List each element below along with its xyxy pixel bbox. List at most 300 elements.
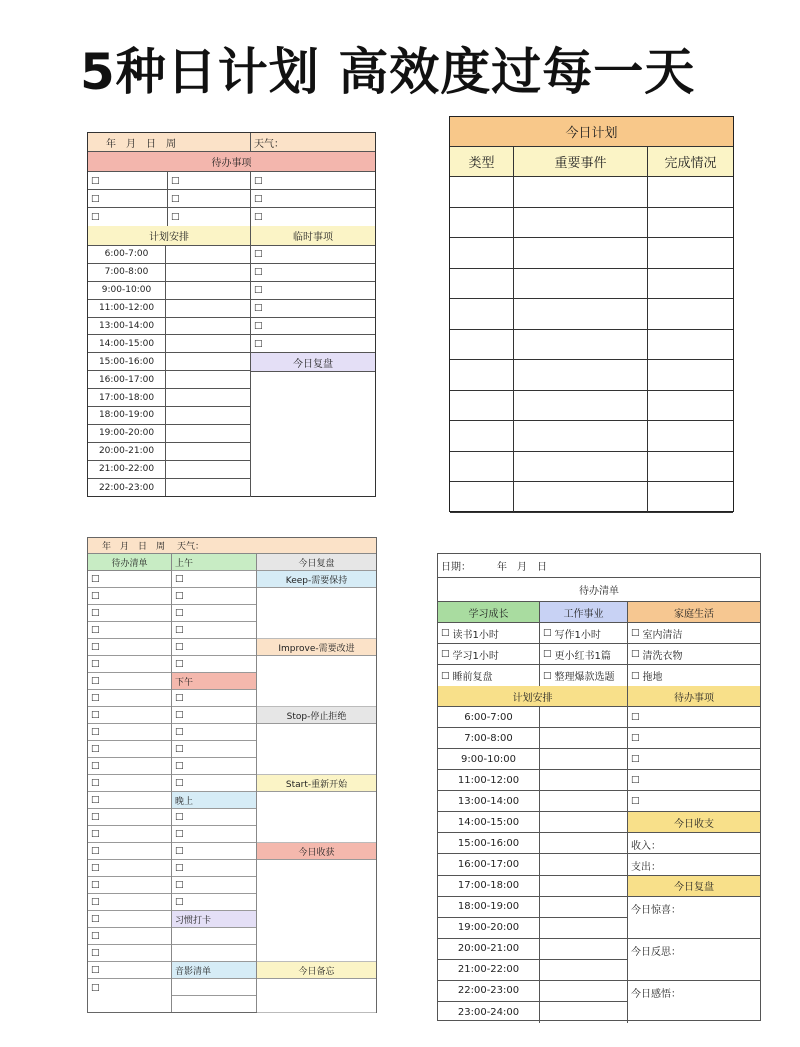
- plan4-time-label: 6:00-7:00: [438, 707, 540, 727]
- plan4-insight-row[interactable]: [628, 981, 760, 1023]
- plan2-status-cell[interactable]: [648, 452, 733, 482]
- checkbox-icon[interactable]: □: [175, 778, 184, 788]
- plan3-todo-cell[interactable]: [88, 656, 171, 672]
- plan2-status-cell[interactable]: [648, 238, 733, 268]
- checkbox-icon[interactable]: □: [91, 676, 100, 686]
- plan3-todo-cell[interactable]: [88, 809, 171, 825]
- checkbox-icon[interactable]: □: [91, 212, 100, 222]
- plan1-temp-cell[interactable]: [251, 264, 375, 281]
- plan2-status-cell[interactable]: [648, 177, 733, 207]
- plan1-time-label: 16:00-17:00: [88, 371, 166, 388]
- plan4-item-cell[interactable]: [628, 644, 760, 664]
- plan2-event-cell[interactable]: [514, 238, 648, 268]
- plan1-temp-row: [251, 264, 375, 282]
- plan3-day-row: [172, 877, 256, 894]
- plan2-event-cell[interactable]: [514, 269, 648, 299]
- plan4-time-slot[interactable]: [540, 897, 627, 917]
- checkbox-icon[interactable]: □: [441, 649, 450, 659]
- plan3-review-area[interactable]: [257, 979, 376, 1013]
- plan2-type-cell[interactable]: [450, 177, 514, 207]
- checkbox-icon[interactable]: □: [91, 608, 100, 618]
- checkbox-icon[interactable]: □: [171, 193, 180, 204]
- plan1-time-row: [88, 479, 250, 497]
- plan1-todo-cell[interactable]: [168, 190, 251, 207]
- plan4-cat-family: 家庭生活: [628, 602, 760, 622]
- plan3-day-cell[interactable]: [172, 894, 256, 910]
- checkbox-icon[interactable]: □: [254, 321, 263, 331]
- plan1-todo-title: 待办事项: [88, 152, 375, 171]
- plan1-time-slot[interactable]: [166, 479, 250, 497]
- plan3-todo-cell[interactable]: [88, 724, 171, 740]
- checkbox-icon[interactable]: □: [91, 846, 100, 856]
- plan3-review-label: 今日收获: [257, 843, 376, 859]
- plan1-todo-cell[interactable]: [88, 172, 168, 189]
- plan3-day-cell[interactable]: [172, 741, 256, 757]
- plan3-day-cell[interactable]: [172, 707, 256, 723]
- plan1-temp-row: [251, 318, 375, 336]
- plan3-day-row: [172, 758, 256, 775]
- checkbox-icon[interactable]: □: [91, 175, 100, 186]
- plan3-todo-cell[interactable]: [88, 928, 171, 944]
- plan3-day-cell[interactable]: [172, 843, 256, 859]
- plan3-day-cell[interactable]: [172, 605, 256, 621]
- plan1-todo-cell[interactable]: [88, 208, 168, 226]
- plan2-row: [450, 269, 733, 300]
- plan3-review-label: 今日备忘: [257, 962, 376, 978]
- checkbox-icon[interactable]: □: [254, 303, 263, 314]
- plan3-todo-cell[interactable]: [88, 826, 171, 842]
- plan3-todo-cell[interactable]: [88, 843, 171, 859]
- plan3-todo-cell[interactable]: [88, 690, 171, 706]
- plan3-todo-row: [88, 758, 171, 775]
- plan4-reflect-row-label: 今日反思：: [631, 946, 681, 958]
- plan1-temp-cell[interactable]: [251, 335, 375, 352]
- plan3-day-cell[interactable]: [172, 690, 256, 706]
- plan3-todo-cell[interactable]: [88, 605, 171, 621]
- checkbox-icon[interactable]: □: [91, 812, 100, 822]
- plan1-time-row: [88, 443, 250, 461]
- plan4-time-row: [438, 833, 627, 854]
- plan4-time-row: [438, 707, 627, 728]
- plan3-day-row: [172, 605, 256, 622]
- plan1-time-slot[interactable]: [166, 389, 250, 406]
- plan4-item-cell[interactable]: [438, 623, 540, 643]
- plan3-day-cell[interactable]: [172, 724, 256, 740]
- plan2-type-cell[interactable]: [450, 421, 514, 451]
- plan1-time-label: 15:00-16:00: [88, 353, 166, 370]
- plan1-todo-cell[interactable]: [88, 190, 168, 207]
- plan2-event-cell[interactable]: [514, 299, 648, 329]
- plan4-time-slot[interactable]: [540, 749, 627, 769]
- plan4-todo-cell[interactable]: [628, 728, 760, 748]
- plan4-income-row[interactable]: [628, 833, 760, 854]
- plan1-todo-cell[interactable]: [251, 172, 375, 189]
- checkbox-icon[interactable]: □: [175, 744, 184, 754]
- plan1-time-label: 11:00-12:00: [88, 300, 166, 317]
- plan3-todo-cell[interactable]: [88, 758, 171, 774]
- checkbox-icon[interactable]: □: [543, 670, 552, 681]
- plan2-event-cell[interactable]: [514, 360, 648, 390]
- plan4-time-slot[interactable]: [540, 770, 627, 790]
- plan2-type-cell[interactable]: [450, 452, 514, 482]
- plan4-todo-cell[interactable]: [628, 707, 760, 727]
- plan2-row: [450, 421, 733, 452]
- plan3-todo-row: [88, 911, 171, 928]
- checkbox-icon[interactable]: □: [543, 628, 552, 638]
- plan3-todo-cell[interactable]: [88, 571, 171, 587]
- plan4-time-slot[interactable]: [540, 939, 627, 959]
- plan1-temp-cell[interactable]: [251, 246, 375, 263]
- plan4-time-slot[interactable]: [540, 791, 627, 811]
- checkbox-icon[interactable]: □: [91, 982, 100, 993]
- plan4-item-row: [438, 644, 760, 665]
- plan4-time-slot[interactable]: [540, 960, 627, 980]
- plan3-review-label: 今日复盘: [257, 554, 376, 570]
- checkbox-icon[interactable]: □: [175, 693, 184, 703]
- plan1-todo-cell[interactable]: [168, 208, 251, 226]
- plan4-income-header: [628, 812, 760, 833]
- checkbox-icon[interactable]: □: [254, 285, 263, 296]
- plan3-blank-cell[interactable]: [172, 945, 256, 961]
- plan2-status-cell[interactable]: [648, 360, 733, 390]
- plan2-status-cell[interactable]: [648, 269, 733, 299]
- checkbox-icon[interactable]: □: [91, 965, 100, 975]
- checkbox-icon[interactable]: □: [631, 796, 640, 807]
- plan4-time-label: 13:00-14:00: [438, 791, 540, 811]
- plan4-time-row: [438, 791, 627, 812]
- plan4-reflect-row[interactable]: [628, 939, 760, 981]
- plan3-day-row: [172, 673, 256, 690]
- plan1-review-area[interactable]: [251, 372, 375, 494]
- checkbox-icon[interactable]: □: [175, 880, 184, 890]
- plan3-todo-cell[interactable]: [88, 741, 171, 757]
- plan3-day-cell[interactable]: [172, 826, 256, 842]
- plan2-event-cell[interactable]: [514, 421, 648, 451]
- checkbox-icon[interactable]: □: [91, 642, 100, 652]
- checkbox-icon[interactable]: □: [175, 710, 184, 720]
- plan1-time-slot[interactable]: [166, 443, 250, 460]
- checkbox-icon[interactable]: □: [91, 778, 100, 788]
- plan3-todo-row: [88, 775, 171, 792]
- checkbox-icon[interactable]: □: [91, 727, 100, 737]
- plan3-todo-row: [88, 588, 171, 605]
- plan1-todo-cell[interactable]: [251, 208, 375, 226]
- plan3-day-row: [172, 554, 256, 571]
- plan1-time-slot[interactable]: [166, 407, 250, 424]
- plan3-review-area[interactable]: [257, 724, 376, 775]
- plan3-review-header: [257, 639, 376, 656]
- checkbox-icon[interactable]: □: [175, 846, 184, 856]
- plan3-day-cell[interactable]: [172, 639, 256, 655]
- checkbox-icon[interactable]: □: [91, 948, 100, 958]
- plan4-item-cell[interactable]: [540, 644, 628, 664]
- plan3-review-header: [257, 571, 376, 588]
- plan2-event-cell[interactable]: [514, 452, 648, 482]
- plan3-todo-cell[interactable]: [88, 639, 171, 655]
- plan4-item-row: [438, 665, 760, 686]
- plan4-item-cell[interactable]: [438, 644, 540, 664]
- plan2-event-cell[interactable]: [514, 391, 648, 421]
- plan4-time-slot[interactable]: [540, 981, 627, 1001]
- plan3-todo-cell[interactable]: [88, 622, 171, 638]
- checkbox-icon[interactable]: □: [175, 812, 184, 822]
- checkbox-icon[interactable]: □: [91, 659, 100, 669]
- checkbox-icon[interactable]: □: [91, 880, 100, 890]
- plan3-review-area[interactable]: [257, 792, 376, 843]
- checkbox-icon[interactable]: □: [171, 212, 180, 222]
- checkbox-icon[interactable]: □: [631, 712, 640, 723]
- plan1-time-slot[interactable]: [166, 353, 250, 370]
- checkbox-icon[interactable]: □: [91, 693, 100, 703]
- plan1-temp-cell[interactable]: [251, 300, 375, 317]
- plan3-day-row: [172, 911, 256, 928]
- plan4-time-slot[interactable]: [540, 833, 627, 853]
- checkbox-icon[interactable]: □: [631, 628, 640, 638]
- plan3-day-cell[interactable]: [172, 775, 256, 791]
- plan4-cat-study: 学习成长: [438, 602, 540, 622]
- plan1-time-row: [88, 335, 250, 353]
- plan1-time-slot[interactable]: [166, 371, 250, 388]
- plan4-time-slot[interactable]: [540, 854, 627, 874]
- plan2-status-cell[interactable]: [648, 421, 733, 451]
- plan3-todo-cell[interactable]: [88, 588, 171, 604]
- plan1-time-slot[interactable]: [166, 335, 250, 352]
- checkbox-icon[interactable]: □: [91, 795, 100, 805]
- plan2-col-status: 完成情况: [648, 147, 733, 176]
- checkbox-icon[interactable]: □: [543, 649, 552, 659]
- plan1-todo-row: [88, 208, 375, 226]
- plan1-time-slot[interactable]: [166, 264, 250, 281]
- plan4-todo-cell[interactable]: [628, 770, 760, 790]
- plan1-time-row: [88, 264, 250, 282]
- plan2-event-cell[interactable]: [514, 330, 648, 360]
- plan3-todo-list-title: 待办清单: [88, 554, 171, 570]
- plan3-review-area[interactable]: [257, 656, 376, 707]
- plan3-day-cell[interactable]: [172, 809, 256, 825]
- plan3-todo-cell[interactable]: [88, 911, 171, 927]
- plan3-day-cell[interactable]: [172, 656, 256, 672]
- plan3-todo-cell[interactable]: [88, 894, 171, 910]
- plan3-day-cell[interactable]: [172, 622, 256, 638]
- checkbox-icon[interactable]: □: [175, 727, 184, 737]
- plan3-day-row: [172, 945, 256, 962]
- plan2-type-cell[interactable]: [450, 330, 514, 360]
- checkbox-icon[interactable]: □: [254, 338, 263, 349]
- checkbox-icon[interactable]: □: [91, 710, 100, 720]
- plan4-item-label: 学习1小时: [452, 650, 499, 662]
- plan2-col-event: 重要事件: [514, 147, 648, 176]
- plan3-blank-cell[interactable]: [172, 979, 256, 995]
- plan4-todo-cell[interactable]: [628, 791, 760, 811]
- plan4-item-label: 睡前复盘: [452, 672, 493, 683]
- plan3-day-cell[interactable]: [172, 877, 256, 893]
- plan4-time-label: 9:00-10:00: [438, 749, 540, 769]
- page-title: 5种日计划 高效度过每一天: [80, 43, 696, 101]
- checkbox-icon[interactable]: □: [254, 267, 263, 278]
- checkbox-icon[interactable]: □: [91, 897, 100, 907]
- checkbox-icon[interactable]: □: [91, 863, 100, 873]
- plan2-event-cell[interactable]: [514, 482, 648, 512]
- plan1-time-label: 9:00-10:00: [88, 282, 166, 299]
- plan1-todo-cell[interactable]: [168, 172, 251, 189]
- checkbox-icon[interactable]: □: [631, 670, 640, 681]
- plan1-time-slot[interactable]: [166, 300, 250, 317]
- checkbox-icon[interactable]: □: [175, 829, 184, 839]
- checkbox-icon[interactable]: □: [175, 591, 184, 601]
- plan3-review-area[interactable]: [257, 860, 376, 962]
- plan4-expense-row[interactable]: [628, 854, 760, 875]
- checkbox-icon[interactable]: □: [631, 649, 640, 659]
- plan1-temp-row: [251, 300, 375, 318]
- checkbox-icon[interactable]: □: [441, 670, 450, 681]
- plan3-day-cell[interactable]: [172, 860, 256, 876]
- plan2-row: [450, 299, 733, 330]
- plan4-review-header-label: 今日复盘: [628, 876, 760, 896]
- plan3-day-row: [172, 843, 256, 860]
- checkbox-icon[interactable]: □: [254, 249, 263, 260]
- plan4-time-slot[interactable]: [540, 728, 627, 748]
- checkbox-icon[interactable]: □: [91, 744, 100, 754]
- plan3-todo-cell[interactable]: [88, 673, 171, 689]
- plan3-day-row: [172, 928, 256, 945]
- checkbox-icon[interactable]: □: [175, 625, 184, 635]
- plan4-time-slot[interactable]: [540, 876, 627, 896]
- plan4-item-cell[interactable]: [628, 665, 760, 686]
- plan3-day-cell[interactable]: [172, 588, 256, 604]
- checkbox-icon[interactable]: □: [631, 754, 640, 765]
- plan1-temp-cell[interactable]: [251, 318, 375, 335]
- plan1-time-label: 6:00-7:00: [88, 246, 166, 263]
- plan3-todo-cell[interactable]: [88, 775, 171, 791]
- plan4-time-row: [438, 918, 627, 939]
- plan2-type-cell[interactable]: [450, 299, 514, 329]
- plan2-status-cell[interactable]: [648, 482, 733, 512]
- plan4-item-cell[interactable]: [438, 665, 540, 686]
- plan2-event-cell[interactable]: [514, 208, 648, 238]
- plan4-joy-row[interactable]: [628, 897, 760, 939]
- plan3-blank-cell[interactable]: [172, 996, 256, 1013]
- plan3-day-row: [172, 979, 256, 996]
- plan4-time-row: [438, 960, 627, 981]
- plan1-todo-cell[interactable]: [251, 190, 375, 207]
- plan3-todo-cell[interactable]: [88, 707, 171, 723]
- plan3-review-area[interactable]: [257, 588, 376, 639]
- plan4-time-label: 21:00-22:00: [438, 960, 540, 980]
- checkbox-icon[interactable]: □: [91, 914, 100, 924]
- plan3-day-cell[interactable]: [172, 571, 256, 587]
- plan2-type-cell[interactable]: [450, 238, 514, 268]
- plan1-temp-cell[interactable]: [251, 282, 375, 299]
- plan3-todo-cell[interactable]: [88, 945, 171, 961]
- checkbox-icon[interactable]: □: [91, 574, 100, 584]
- plan4-time-slot[interactable]: [540, 1002, 627, 1023]
- plan2-row: [450, 177, 733, 208]
- checkbox-icon[interactable]: □: [175, 897, 184, 907]
- checkbox-icon[interactable]: □: [91, 761, 100, 771]
- plan1-time-slot[interactable]: [166, 318, 250, 335]
- plan2-status-cell[interactable]: [648, 391, 733, 421]
- plan1-time-slot[interactable]: [166, 425, 250, 442]
- plan2-type-cell[interactable]: [450, 208, 514, 238]
- plan1-time-slot[interactable]: [166, 246, 250, 263]
- plan4-time-label: 17:00-18:00: [438, 876, 540, 896]
- plan3-day-row: [172, 962, 256, 979]
- checkbox-icon[interactable]: □: [175, 574, 184, 584]
- checkbox-icon[interactable]: □: [91, 591, 100, 601]
- plan3-review-header: [257, 554, 376, 571]
- plan1-todo-row: [88, 172, 375, 190]
- checkbox-icon[interactable]: □: [91, 625, 100, 635]
- checkbox-icon[interactable]: □: [175, 608, 184, 618]
- plan2-type-cell[interactable]: [450, 482, 514, 512]
- checkbox-icon[interactable]: □: [441, 628, 450, 638]
- plan4-time-slot[interactable]: [540, 707, 627, 727]
- plan2-status-cell[interactable]: [648, 208, 733, 238]
- plan3-day-cell[interactable]: [172, 758, 256, 774]
- plan1-temp-title: 临时事项: [251, 226, 375, 245]
- checkbox-icon[interactable]: □: [254, 212, 263, 222]
- plan4-item-cell[interactable]: [540, 665, 628, 686]
- checkbox-icon[interactable]: □: [175, 863, 184, 873]
- checkbox-icon[interactable]: □: [254, 193, 263, 204]
- checkbox-icon[interactable]: □: [254, 175, 263, 186]
- plan4-todo-cell[interactable]: [628, 749, 760, 769]
- checkbox-icon[interactable]: □: [91, 829, 100, 839]
- plan2-status-cell[interactable]: [648, 330, 733, 360]
- plan3-todo-cell[interactable]: [88, 962, 171, 978]
- plan3-todo-cell[interactable]: [88, 860, 171, 876]
- plan2-status-cell[interactable]: [648, 299, 733, 329]
- plan3-day-row: [172, 741, 256, 758]
- plan4-item-cell[interactable]: [628, 623, 760, 643]
- plan3-todo-cell[interactable]: [88, 792, 171, 808]
- plan1-time-slot[interactable]: [166, 461, 250, 478]
- plan4-todo-row: [628, 749, 760, 770]
- plan4-time-slot[interactable]: [540, 918, 627, 938]
- plan2-type-cell[interactable]: [450, 360, 514, 390]
- plan2-type-cell[interactable]: [450, 269, 514, 299]
- plan4-schedule-title: 计划安排: [438, 686, 628, 706]
- plan3-todo-cell[interactable]: [88, 979, 171, 996]
- checkbox-icon[interactable]: □: [175, 659, 184, 669]
- checkbox-icon[interactable]: □: [91, 931, 100, 941]
- plan3-date: 年 月 日 周: [102, 542, 166, 552]
- plan1-time-label: 19:00-20:00: [88, 425, 166, 442]
- plan4-item-label: 清洗衣物: [642, 650, 683, 662]
- plan2-event-cell[interactable]: [514, 177, 648, 207]
- plan3-todo-row: [88, 656, 171, 673]
- checkbox-icon[interactable]: □: [175, 642, 184, 652]
- plan4-time-label: 14:00-15:00: [438, 812, 540, 832]
- plan4-time-slot[interactable]: [540, 812, 627, 832]
- checkbox-icon[interactable]: □: [175, 761, 184, 771]
- plan1-time-slot[interactable]: [166, 282, 250, 299]
- plan4-income-row-label: 收入：: [631, 841, 661, 853]
- checkbox-icon[interactable]: □: [631, 775, 640, 786]
- checkbox-icon[interactable]: □: [631, 733, 640, 744]
- plan2-type-cell[interactable]: [450, 391, 514, 421]
- plan3-day-row: [172, 775, 256, 792]
- checkbox-icon[interactable]: □: [91, 193, 100, 204]
- plan4-time-label: 20:00-21:00: [438, 939, 540, 959]
- plan3-todo-row: [88, 809, 171, 826]
- plan4-item-cell[interactable]: [540, 623, 628, 643]
- plan3-blank-cell[interactable]: [172, 928, 256, 944]
- plan1-time-label: 17:00-18:00: [88, 389, 166, 406]
- plan3-todo-cell[interactable]: [88, 877, 171, 893]
- checkbox-icon[interactable]: □: [171, 175, 180, 186]
- plan3-todo-row: [88, 741, 171, 758]
